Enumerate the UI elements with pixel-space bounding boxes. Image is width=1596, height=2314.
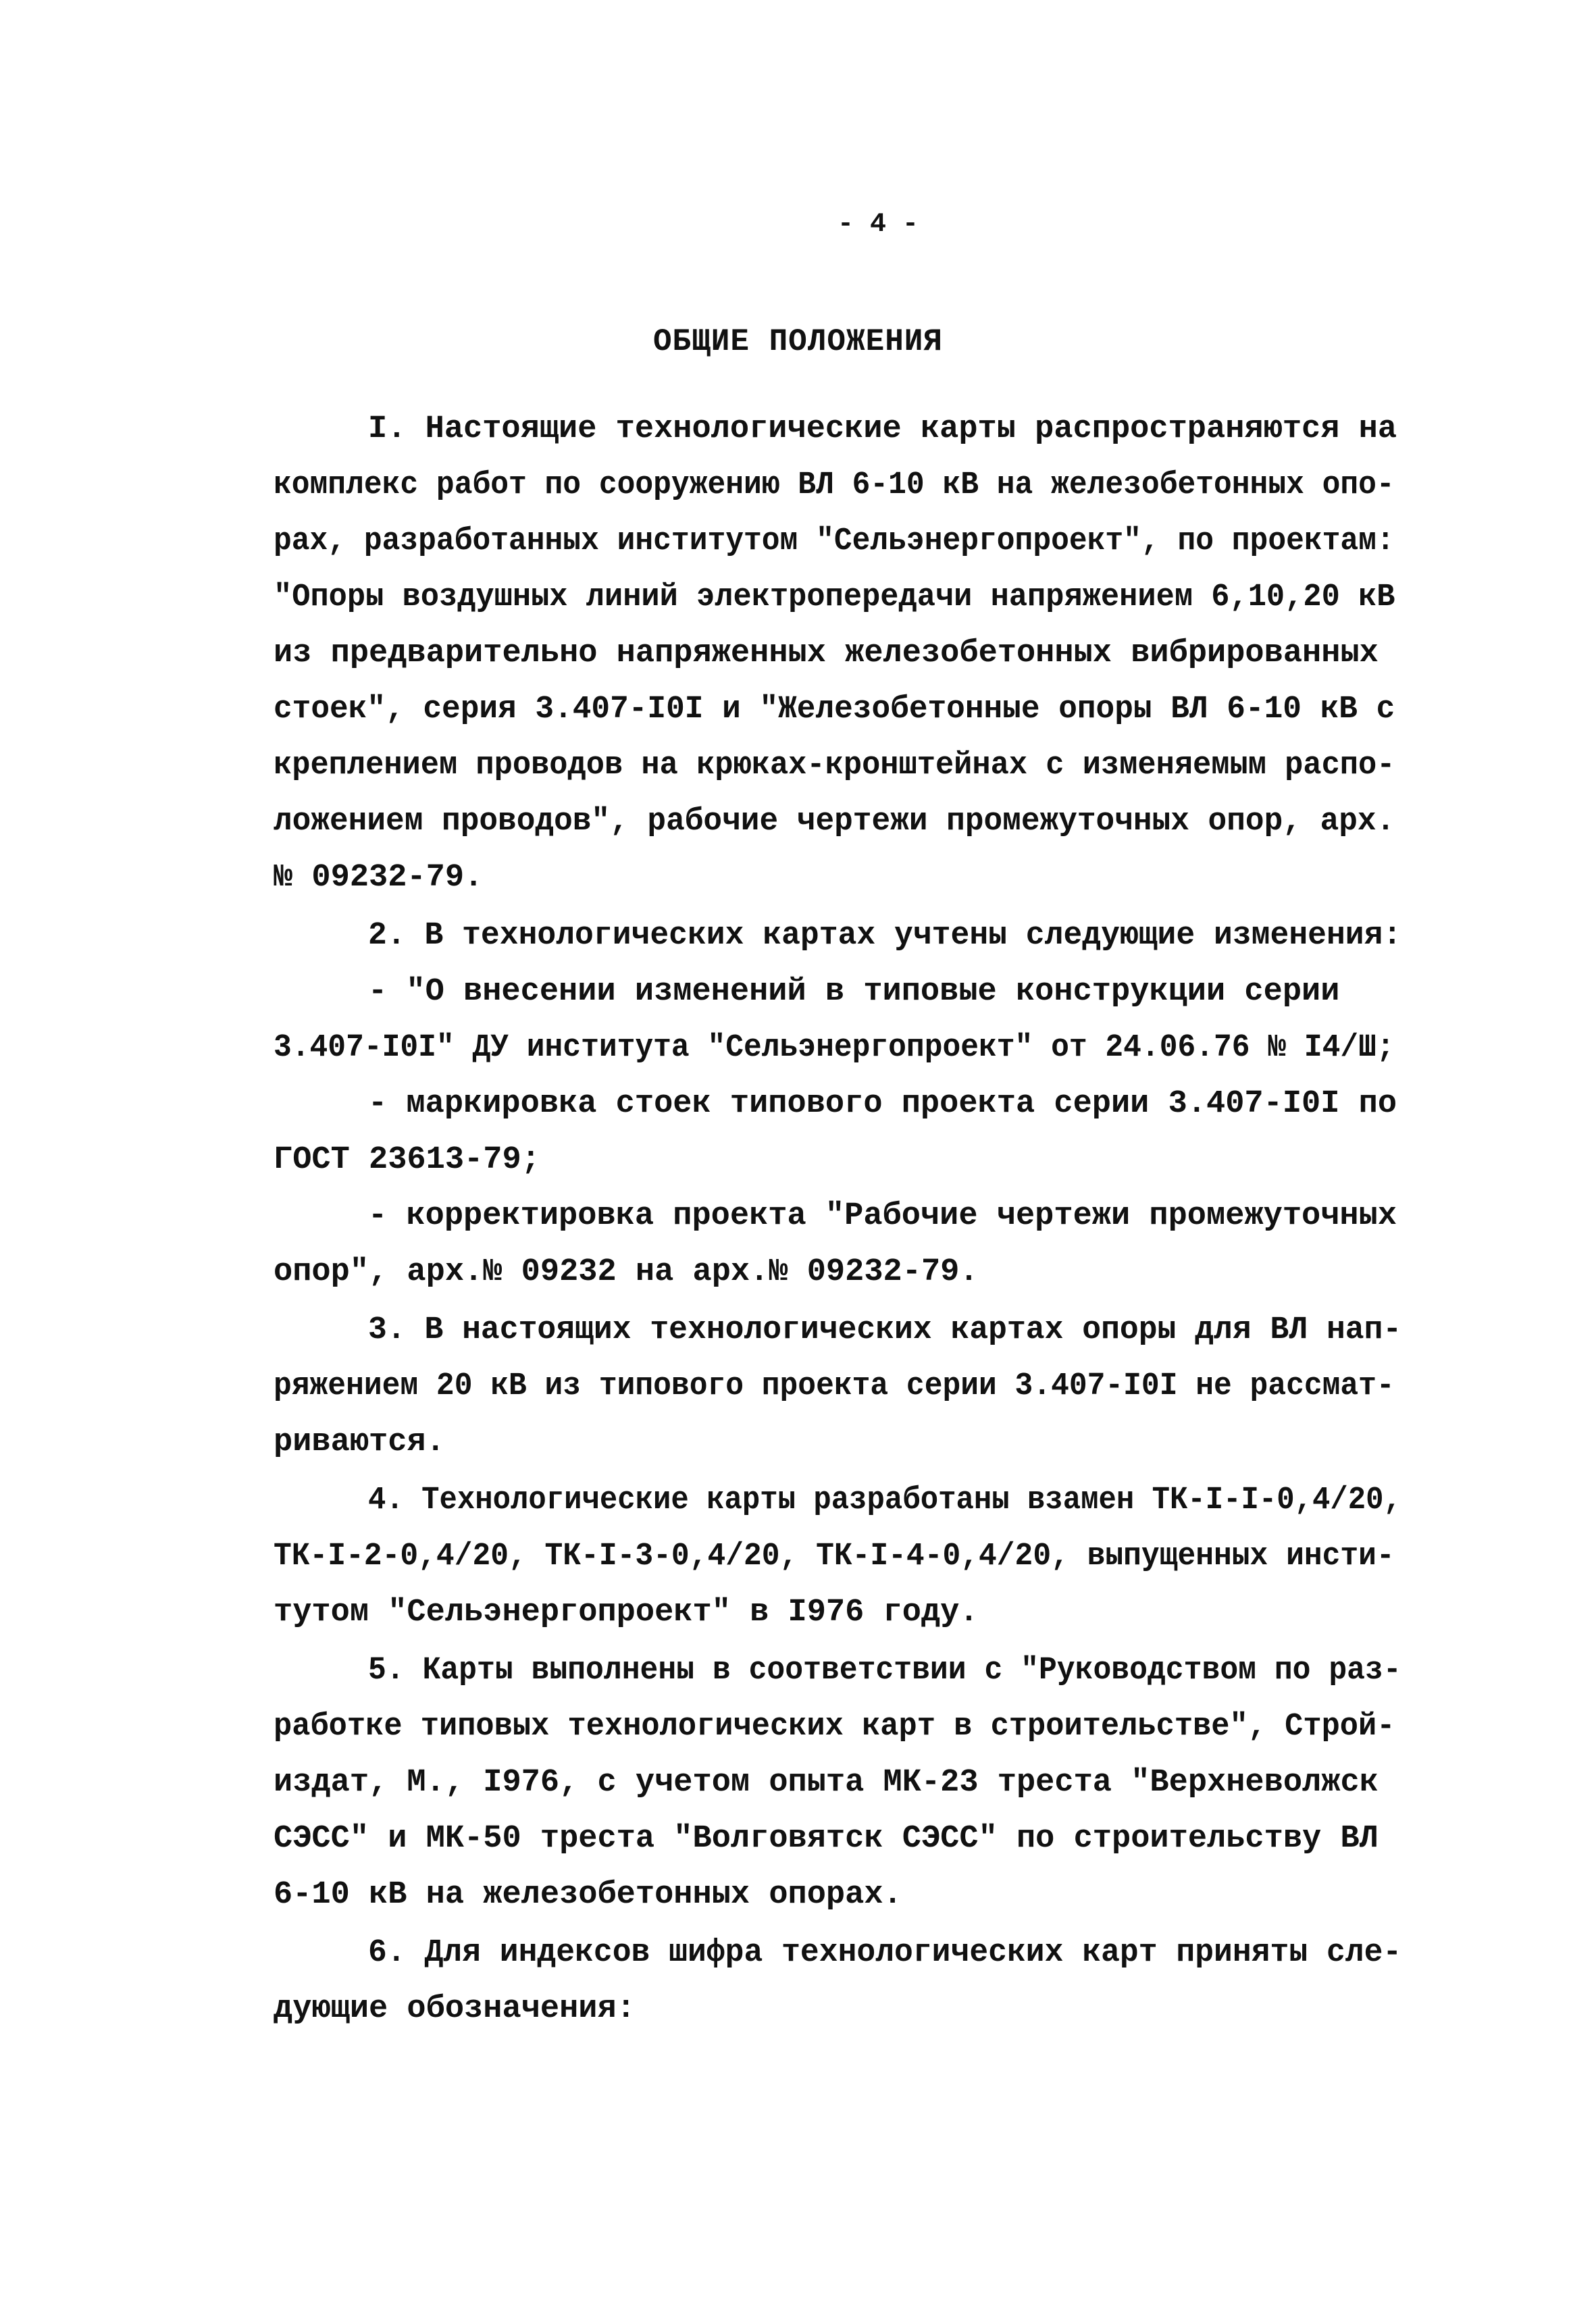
paragraph-line: 3.407-I0I" ДУ института "Сельэнергопроект" от 24.06.76 № I4/Ш; [274,1030,1395,1066]
paragraph-line: риваются. [274,1424,445,1460]
paragraph-line: издат, М., I976, с учетом опыта МК-23 треста "Верхневолжск [274,1765,1379,1801]
paragraph-line: № 09232-79. [274,860,484,896]
page-number: - 4 - [838,209,919,240]
paragraph-line: комплекс работ по сооружению ВЛ 6-10 кВ на железобетонных опо- [274,467,1395,503]
paragraph-line: 6-10 кВ на железобетонных опорах. [274,1877,902,1913]
paragraph-line: 6. Для индексов шифра технологических карт приняты сле- [368,1935,1402,1971]
paragraph-line: тутом "Сельэнергопроект" в I976 году. [274,1595,979,1630]
paragraph-line: - маркировка стоек типового проекта серии 3.407-I0I по [368,1086,1397,1122]
paragraph-line: работке типовых технологических карт в строительстве", Строй- [274,1709,1395,1745]
paragraph-line: дующие обозначения: [274,1991,636,2027]
paragraph-line: - корректировка проекта "Рабочие чертежи промежуточных [368,1198,1397,1234]
page-title: ОБЩИЕ ПОЛОЖЕНИЯ [652,324,944,359]
paragraph-line: 2. В технологических картах учтены следующие изменения: [368,918,1402,954]
paragraph-line: ТК-I-2-0,4/20, ТК-I-3-0,4/20, ТК-I-4-0,4/20, выпущенных инсти- [274,1539,1395,1574]
paragraph-line: - "О внесении изменений в типовые конструкции серии [368,974,1340,1010]
paragraph-line: 4. Технологические карты разработаны взамен ТК-I-I-0,4/20, [368,1483,1401,1518]
paragraph-line: 3. В настоящих технологических картах опоры для ВЛ нап- [368,1312,1402,1348]
paragraph-line: "Опоры воздушных линий электропередачи напряжением 6,10,20 кВ [274,580,1395,615]
paragraph-line: I. Настоящие технологические карты распространяются на [368,411,1397,447]
paragraph-line: 5. Карты выполнены в соответствии с "Руководством по раз- [368,1653,1401,1689]
paragraph-line: ложением проводов", рабочие чертежи промежуточных опор, арх. [274,804,1395,840]
paragraph-line: креплением проводов на крюках-кронштейнах с изменяемым распо- [274,748,1395,783]
paragraph-line: ГОСТ 23613-79; [274,1142,540,1178]
paragraph-line: опор", арх.№ 09232 на арх.№ 09232-79. [274,1254,979,1290]
paragraph-line: ряжением 20 кВ из типового проекта серии 3.407-I0I не рассмат- [274,1368,1395,1404]
paragraph-line: из предварительно напряженных железобетонных вибрированных [274,636,1379,671]
paragraph-line: СЭСС" и МК-50 треста "Волговятск СЭСС" по строительству ВЛ [274,1821,1379,1857]
paragraph-line: рах, разработанных институтом "Сельэнергопроект", по проектам: [274,523,1395,559]
paragraph-line: стоек", серия 3.407-I0I и "Железобетонные опоры ВЛ 6-10 кВ с [274,692,1395,727]
